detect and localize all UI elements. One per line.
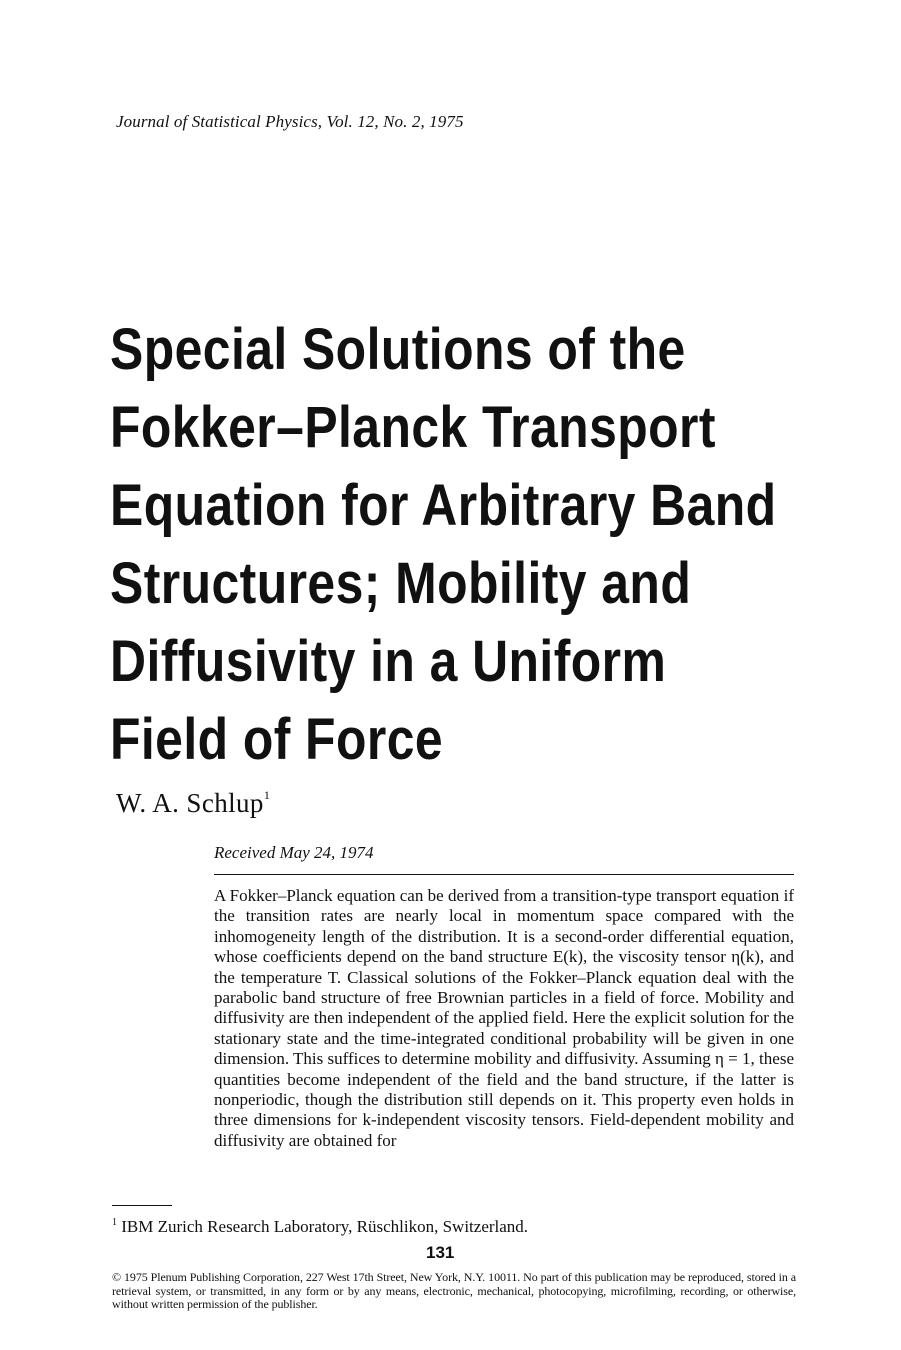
footnote-divider	[112, 1205, 172, 1206]
footnote-text: IBM Zurich Research Laboratory, Rüschlikon, Switzerland.	[121, 1217, 529, 1236]
title-line: Structures; Mobility and	[110, 551, 692, 616]
title-line: Fokker–Planck Transport	[110, 395, 716, 460]
paper-title	[110, 311, 781, 779]
journal-citation: Journal of Statistical Physics, Vol. 12, No. 2, 1975	[116, 112, 464, 131]
author-footnote-marker: 1	[263, 788, 271, 802]
author-name: W. A. Schlup	[116, 788, 264, 818]
footnote-marker: 1	[112, 1217, 117, 1228]
title-line: Equation for Arbitrary Band	[110, 473, 777, 538]
abstract-text: A Fokker–Planck equation can be derived from a transition-type transport equation if the transition rates are nearly local in momentum space compared with the inhomogeneity length of the distribution. It is a second-order differential equation, whose coefficients depend on the band structure E(k), the viscosity tensor η(k), and the temperature T. Classical solutions of the Fokker–Planck equation deal with the parabolic band structure of free Brownian particles in a field of force. Mobility and diffusivity are then independent of the applied field. Here the explicit solution for the stationary state and the time-integrated conditional probability will be given in one dimension. This suffices to determine mobility and diffusivity. Assuming η = 1, these quantities become independent of the field and the band structure, if the latter is nonperiodic, though the distribution still depends on it. This property even holds in three dimensions for k-independent viscosity tensors. Field-dependent mobility and diffusivity are obtained for	[214, 886, 794, 1150]
page-number: 131	[426, 1243, 455, 1262]
title-line: Diffusivity in a Uniform	[110, 629, 667, 694]
title-line: Special Solutions of the	[110, 317, 686, 382]
author-line	[116, 788, 270, 819]
copyright-notice: © 1975 Plenum Publishing Corporation, 227 West 17th Street, New York, N.Y. 10011. No part of this publication may be reproduced, stored in a retrieval system, or transmitted, in any form or by any means, electronic, mechanical, photocopying, microfilming, recording, or otherwise, without written permission of the publisher.	[112, 1270, 796, 1312]
received-date: Received May 24, 1974	[214, 843, 374, 862]
title-line: Field of Force	[110, 707, 444, 772]
footnote	[112, 1217, 528, 1237]
abstract-divider	[214, 874, 794, 875]
